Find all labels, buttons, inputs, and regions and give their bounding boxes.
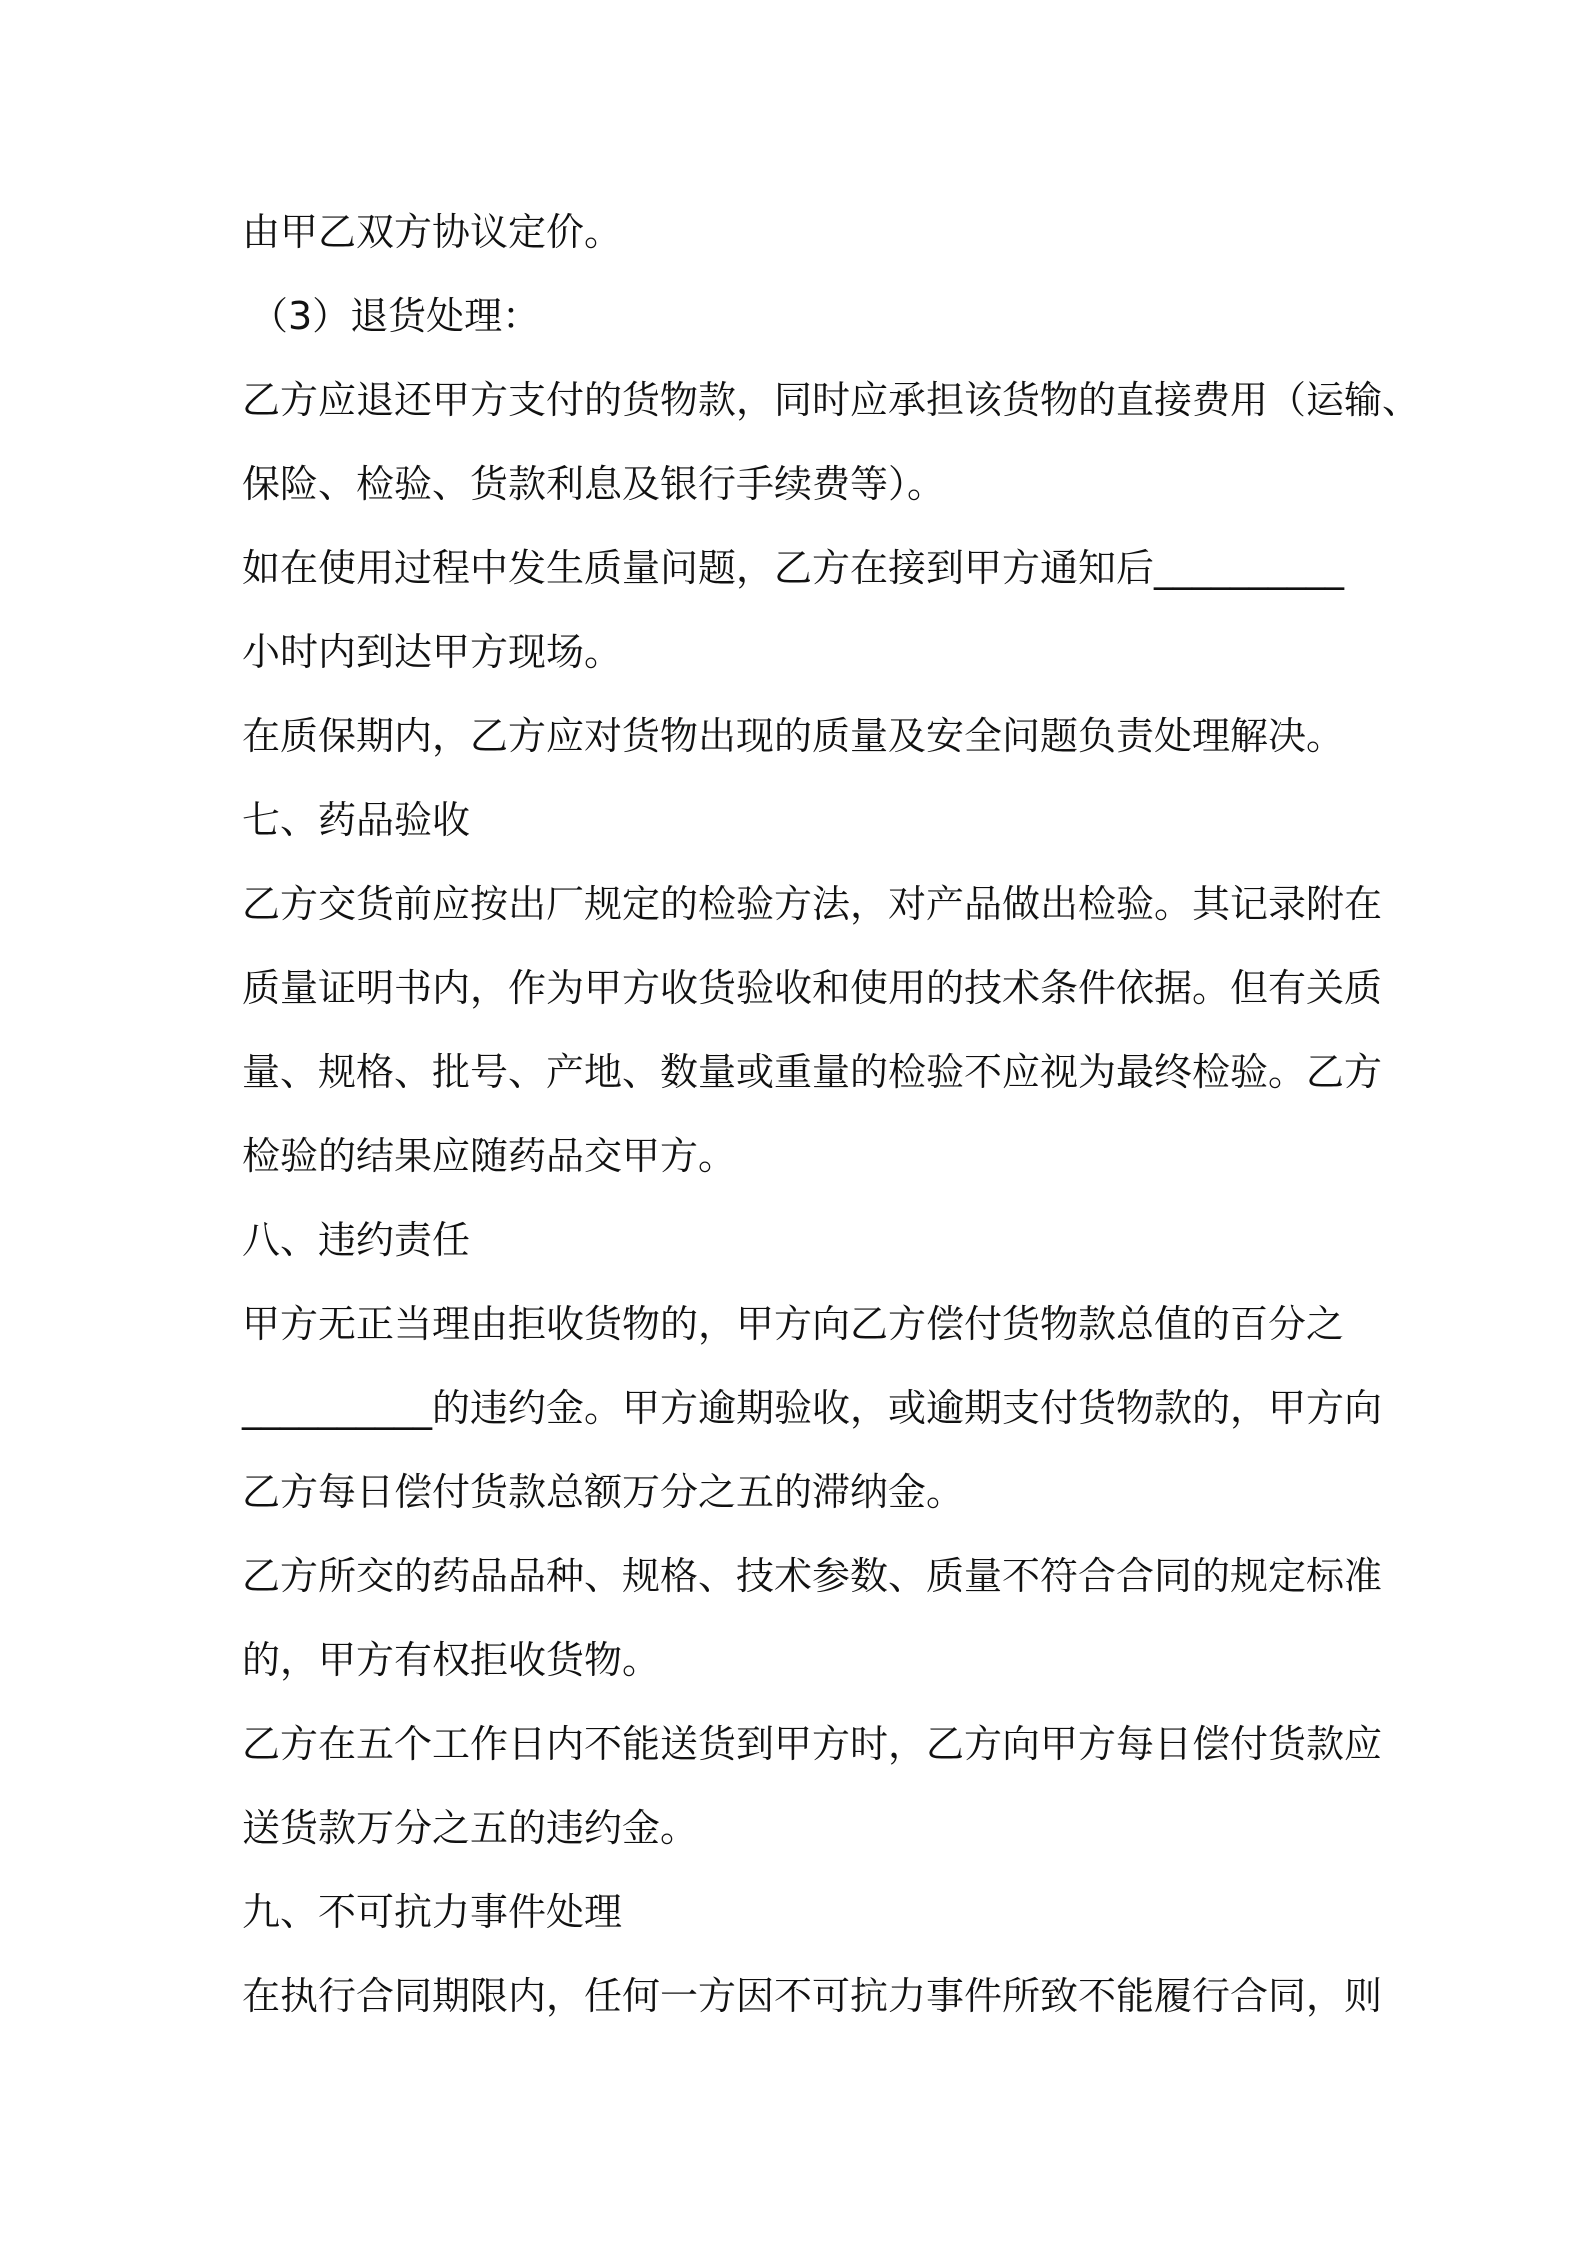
text-line: 保险、检验、货款利息及银行手续费等）。 (242, 462, 946, 506)
text-line: 检验的结果应随药品交甲方。 (242, 1134, 737, 1178)
text-line: 的，甲方有权拒收货物。 (242, 1638, 661, 1682)
text-line: 小时内到达甲方现场。 (242, 630, 623, 674)
document-body (242, 190, 1421, 2038)
section-heading: 九、不可抗力事件处理 (242, 1890, 623, 1934)
text-line: 乙方在五个工作日内不能送货到甲方时，乙方向甲方每日偿付货款应 (242, 1722, 1383, 1766)
text-line: 乙方交货前应按出厂规定的检验方法，对产品做出检验。其记录附在 (242, 882, 1383, 926)
text-line: 在质保期内，乙方应对货物出现的质量及安全问题负责处理解决。 (242, 714, 1345, 758)
text-line: 在执行合同期限内，任何一方因不可抗力事件所致不能履行合同，则 (242, 1974, 1383, 2018)
text-line: __________的违约金。甲方逾期验收，或逾期支付货物款的，甲方向 (242, 1386, 1383, 1430)
text-line: 量、规格、批号、产地、数量或重量的检验不应视为最终检验。乙方 (242, 1050, 1383, 1094)
text-line: 甲方无正当理由拒收货物的，甲方向乙方偿付货物款总值的百分之 (242, 1302, 1345, 1346)
text-line: 乙方每日偿付货款总额万分之五的滞纳金。 (242, 1470, 965, 1514)
section-heading: 八、违约责任 (242, 1218, 471, 1262)
text-line: 质量证明书内，作为甲方收货验收和使用的技术条件依据。但有关质 (242, 966, 1383, 1010)
text-line: 如在使用过程中发生质量问题，乙方在接到甲方通知后__________ (242, 546, 1345, 590)
section-heading: 七、药品验收 (242, 798, 471, 842)
text-line: 送货款万分之五的违约金。 (242, 1806, 699, 1850)
text-line: 乙方所交的药品品种、规格、技术参数、质量不符合合同的规定标准 (242, 1554, 1383, 1598)
subsection-heading: （3）退货处理： (250, 294, 541, 338)
text-line: 乙方应退还甲方支付的货物款，同时应承担该货物的直接费用（运输、 (242, 378, 1421, 422)
text-line: 由甲乙双方协议定价。 (242, 210, 623, 254)
